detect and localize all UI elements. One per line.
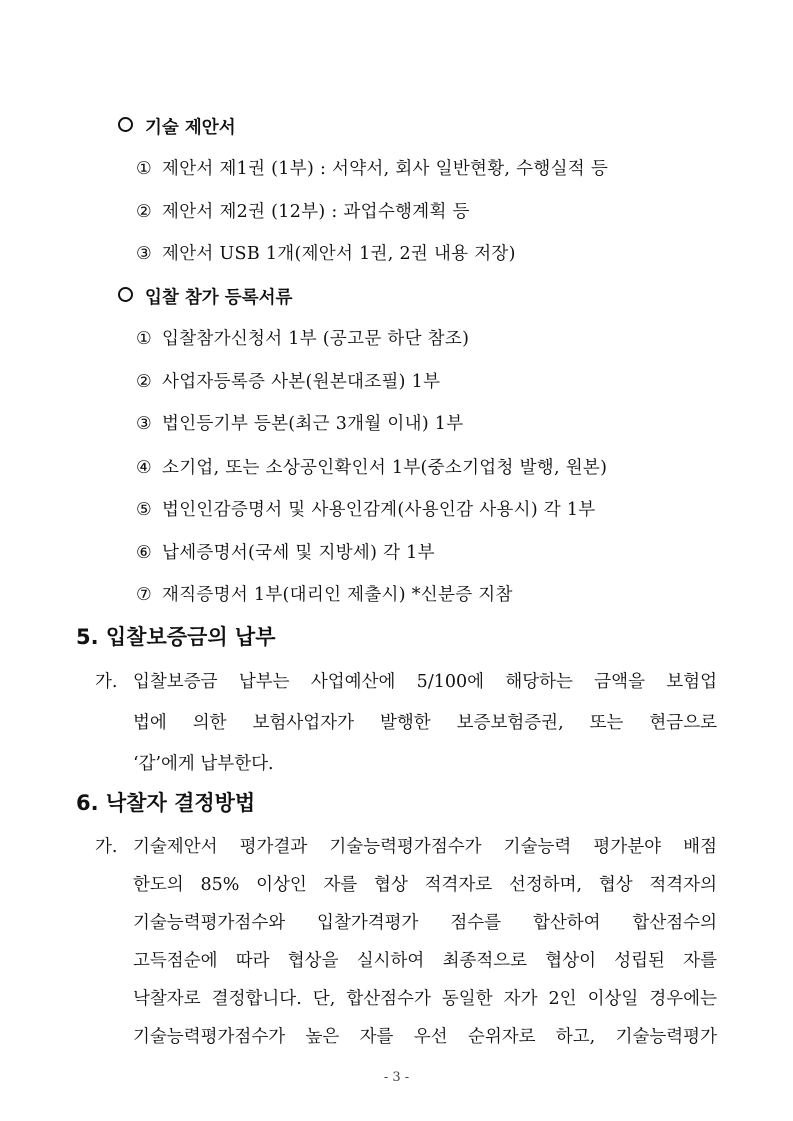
list-item: ② 사업자등록증 사본(원본대조필) 1부 xyxy=(136,372,441,392)
section-heading-award-method: 6. 낙찰자 결정방법 xyxy=(76,791,256,815)
hollow-circle-bullet-icon xyxy=(118,287,133,302)
list-item: ⑤ 법인인감증명서 및 사용인감계(사용인감 사용시) 각 1부 xyxy=(136,500,596,520)
list-item: ① 제안서 제1권 (1부) : 서약서, 회사 일반현황, 수행실적 등 xyxy=(136,159,609,179)
section-heading-registration-docs: 입찰 참가 등록서류 xyxy=(118,284,292,309)
hollow-circle-bullet-icon xyxy=(118,117,133,132)
list-item: ④ 소기업, 또는 소상공인확인서 1부(중소기업청 발행, 원본) xyxy=(136,458,608,478)
document-page: 기술 제안서 ① 제안서 제1권 (1부) : 서약서, 회사 일반현황, 수행실적 등 ② 제안서 제2권 (12부) : 과업수행계획 등 ③ 제안서 USB 1개(제안서 1권, 2권 내용 저장) 입찰 참가 등록서류 ① 입찰참가신청서 1부 (공고문 하단 참조) ② 사업자등록증 사본(원본대조필) 1부 ③ 법인등기부 등본(최근 3개월 이내) 1부 ④ 소기업, 또는 소상공인확인서 1부(중소기업청 발행, 원본) ⑤ 법인인감증명서 및 사용인감계(사용인감 사용시) 각 1부 ⑥ 납세증명서(국세 및 지방세) 각 1부 ⑦ 재직증명서 1부(대리인 제출시) *신분증 지참 5. 입찰보증금의 납부 가. 입찰보증금 납부는 사업예산에 5/100에 해당하는 금액을 보험업 법에 의한 보험사업자가 발행한 보증보험증권, 또는 현금으로 ‘갑’에게 납부한다. 6. 낙찰자 결정방법 가. 기술제안서 평가결과 기술능력평가점수가 기술능력 평가분야 배점 한도의 85% 이상인 자를 협상 적격자로 선정하며, 협상 적격자의 기술능력평가점수와 입찰가격평가 점수를 합산하여 합산점수의 고득점순에 따라 협상을 실시하여 최종적으로 협상이 성립된 자를 낙찰자로 결정합니다. 단, 합산점수가 동일한 자가 2인 이상일 경우에는 기술능력평가점수가 높은 자를 우선 순위자로 하고, 기술능력평가 - 3 - xyxy=(0,0,793,1121)
list-item: ① 입찰참가신청서 1부 (공고문 하단 참조) xyxy=(136,329,470,349)
list-item: ② 제안서 제2권 (12부) : 과업수행계획 등 xyxy=(136,202,470,222)
list-item: ③ 법인등기부 등본(최근 3개월 이내) 1부 xyxy=(136,414,464,434)
list-item: ⑦ 재직증명서 1부(대리인 제출시) *신분증 지참 xyxy=(136,585,513,605)
list-item: ③ 제안서 USB 1개(제안서 1권, 2권 내용 저장) xyxy=(136,244,516,264)
section-heading-bid-bond: 5. 입찰보증금의 납부 xyxy=(76,625,276,649)
list-item: ⑥ 납세증명서(국세 및 지방세) 각 1부 xyxy=(136,543,435,563)
page-number: - 3 - xyxy=(383,1070,410,1085)
section-heading-tech-proposal: 기술 제안서 xyxy=(118,114,236,139)
